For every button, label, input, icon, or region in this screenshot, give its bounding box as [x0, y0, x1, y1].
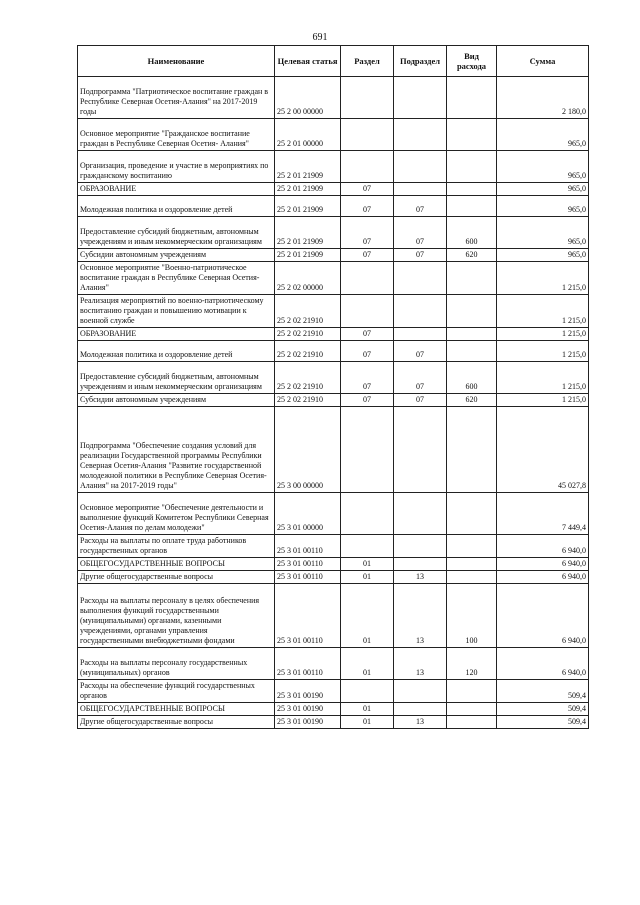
row-section: 07 — [341, 328, 394, 341]
row-section: 07 — [341, 183, 394, 196]
row-sum: 6 940,0 — [497, 535, 589, 558]
table-row — [78, 493, 589, 535]
row-section: 07 — [341, 362, 394, 394]
row-subsection — [394, 77, 447, 119]
row-sum: 509,4 — [497, 703, 589, 716]
row-target-article: 25 2 01 21909 — [275, 196, 341, 217]
row-sum: 1 215,0 — [497, 328, 589, 341]
table-row — [78, 362, 589, 394]
row-section: 01 — [341, 558, 394, 571]
row-sum: 965,0 — [497, 151, 589, 183]
row-sum: 965,0 — [497, 196, 589, 217]
row-name: ОБЩЕГОСУДАРСТВЕННЫЕ ВОПРОСЫ — [78, 558, 275, 571]
row-target-article: 25 2 02 21910 — [275, 328, 341, 341]
row-sum: 7 449,4 — [497, 493, 589, 535]
row-name: Предоставление субсидий бюджетным, автономным учреждениям и иным некоммерческим организациям — [78, 362, 275, 394]
row-expense-type — [447, 183, 497, 196]
row-sum: 45 027,8 — [497, 407, 589, 493]
row-target-article: 25 3 01 00190 — [275, 703, 341, 716]
header-target-article: Целевая статья — [275, 46, 341, 77]
row-sum: 1 215,0 — [497, 394, 589, 407]
row-expense-type: 120 — [447, 648, 497, 680]
row-target-article: 25 3 01 00110 — [275, 648, 341, 680]
table-row — [78, 262, 589, 295]
row-target-article: 25 3 01 00110 — [275, 558, 341, 571]
row-subsection — [394, 262, 447, 295]
row-expense-type: 600 — [447, 217, 497, 249]
row-target-article: 25 2 01 21909 — [275, 249, 341, 262]
row-expense-type — [447, 295, 497, 328]
row-target-article: 25 2 02 00000 — [275, 262, 341, 295]
row-expense-type — [447, 535, 497, 558]
row-subsection — [394, 680, 447, 703]
row-subsection — [394, 703, 447, 716]
row-target-article: 25 3 01 00110 — [275, 571, 341, 584]
row-expense-type — [447, 328, 497, 341]
header-subsection: Подраздел — [394, 46, 447, 77]
row-expense-type — [447, 196, 497, 217]
row-sum: 1 215,0 — [497, 341, 589, 362]
row-sum: 6 940,0 — [497, 571, 589, 584]
row-section: 01 — [341, 584, 394, 648]
row-section: 07 — [341, 196, 394, 217]
row-subsection: 13 — [394, 716, 447, 729]
table-row — [78, 558, 589, 571]
row-subsection: 07 — [394, 249, 447, 262]
row-subsection — [394, 183, 447, 196]
table-row — [78, 571, 589, 584]
row-name: Молодежная политика и оздоровление детей — [78, 196, 275, 217]
table-row — [78, 648, 589, 680]
row-subsection: 07 — [394, 196, 447, 217]
row-sum: 965,0 — [497, 119, 589, 151]
row-section: 07 — [341, 217, 394, 249]
row-target-article: 25 2 01 00000 — [275, 119, 341, 151]
row-expense-type: 620 — [447, 394, 497, 407]
row-section — [341, 262, 394, 295]
table-row — [78, 535, 589, 558]
budget-table — [77, 45, 589, 729]
row-expense-type — [447, 407, 497, 493]
row-expense-type — [447, 716, 497, 729]
row-sum: 1 215,0 — [497, 295, 589, 328]
row-section: 01 — [341, 648, 394, 680]
row-sum: 1 215,0 — [497, 362, 589, 394]
table-row — [78, 196, 589, 217]
table-row — [78, 680, 589, 703]
header-section: Раздел — [341, 46, 394, 77]
row-section: 01 — [341, 716, 394, 729]
table-row — [78, 703, 589, 716]
row-name: Основное мероприятие "Обеспечение деятельности и выполнение функций Комитетом Республики Северная Осетия-Алания по делам молодежи" — [78, 493, 275, 535]
table-row — [78, 217, 589, 249]
row-sum: 965,0 — [497, 249, 589, 262]
row-sum: 6 940,0 — [497, 558, 589, 571]
row-name: Расходы на выплаты персоналу государственных (муниципальных) органов — [78, 648, 275, 680]
row-subsection: 07 — [394, 217, 447, 249]
table-row — [78, 584, 589, 648]
row-name: Реализация мероприятий по военно-патриотическому воспитанию граждан и повышению мотивации к военной службе — [78, 295, 275, 328]
table-row — [78, 119, 589, 151]
row-target-article: 25 3 01 00190 — [275, 680, 341, 703]
row-section: 07 — [341, 341, 394, 362]
row-name: Основное мероприятие "Военно-патриотическое воспитание граждан в Республике Северная Осетия- Алания" — [78, 262, 275, 295]
row-sum: 965,0 — [497, 217, 589, 249]
row-target-article: 25 3 01 00110 — [275, 584, 341, 648]
row-name: Расходы на выплаты персоналу в целях обеспечения выполнения функций государственными (муниципальными) органами, казенными учреждениями, органами управления государственными внебюджетными фондами — [78, 584, 275, 648]
row-name: Расходы на выплаты по оплате труда работников государственных органов — [78, 535, 275, 558]
row-name: Организация, проведение и участие в мероприятиях по гражданскому воспитанию — [78, 151, 275, 183]
row-expense-type: 620 — [447, 249, 497, 262]
row-expense-type — [447, 77, 497, 119]
row-section: 01 — [341, 571, 394, 584]
row-subsection — [394, 295, 447, 328]
row-target-article: 25 2 01 21909 — [275, 217, 341, 249]
row-section — [341, 77, 394, 119]
row-target-article: 25 2 00 00000 — [275, 77, 341, 119]
row-section: 01 — [341, 703, 394, 716]
row-section: 07 — [341, 394, 394, 407]
row-expense-type — [447, 493, 497, 535]
row-expense-type — [447, 119, 497, 151]
row-name: Другие общегосударственные вопросы — [78, 571, 275, 584]
row-target-article: 25 2 01 21909 — [275, 183, 341, 196]
row-name: Основное мероприятие "Гражданское воспитание граждан в Республике Северная Осетия- Алания" — [78, 119, 275, 151]
row-sum: 2 180,0 — [497, 77, 589, 119]
row-section — [341, 151, 394, 183]
table-row — [78, 77, 589, 119]
row-expense-type — [447, 151, 497, 183]
row-section — [341, 680, 394, 703]
table-row — [78, 341, 589, 362]
row-name: Другие общегосударственные вопросы — [78, 716, 275, 729]
table-row — [78, 151, 589, 183]
row-target-article: 25 3 01 00000 — [275, 493, 341, 535]
row-subsection — [394, 119, 447, 151]
table-body — [78, 77, 589, 729]
row-subsection — [394, 493, 447, 535]
row-target-article: 25 2 02 21910 — [275, 341, 341, 362]
table-row — [78, 407, 589, 493]
row-subsection: 07 — [394, 362, 447, 394]
header-name: Наименование — [78, 46, 275, 77]
row-expense-type: 100 — [447, 584, 497, 648]
row-expense-type — [447, 558, 497, 571]
table-row — [78, 249, 589, 262]
row-section — [341, 493, 394, 535]
table-row — [78, 394, 589, 407]
row-sum: 6 940,0 — [497, 648, 589, 680]
row-subsection: 13 — [394, 648, 447, 680]
row-sum: 509,4 — [497, 680, 589, 703]
row-name: ОБРАЗОВАНИЕ — [78, 328, 275, 341]
row-name: Предоставление субсидий бюджетным, автономным учреждениям и иным некоммерческим организациям — [78, 217, 275, 249]
row-section — [341, 535, 394, 558]
table-row — [78, 295, 589, 328]
row-target-article: 25 2 02 21910 — [275, 295, 341, 328]
row-sum: 509,4 — [497, 716, 589, 729]
row-target-article: 25 2 02 21910 — [275, 394, 341, 407]
row-sum: 6 940,0 — [497, 584, 589, 648]
row-sum: 965,0 — [497, 183, 589, 196]
row-name: Расходы на обеспечение функций государственных органов — [78, 680, 275, 703]
header-sum: Сумма — [497, 46, 589, 77]
page-number: 691 — [312, 32, 328, 43]
row-target-article: 25 3 01 00190 — [275, 716, 341, 729]
row-name: ОБРАЗОВАНИЕ — [78, 183, 275, 196]
table-row — [78, 716, 589, 729]
row-target-article: 25 2 01 21909 — [275, 151, 341, 183]
row-name: Субсидии автономным учреждениям — [78, 249, 275, 262]
row-name: Подпрограмма "Патриотическое воспитание граждан в Республике Северная Осетия-Алания" на 2017-2019 годы — [78, 77, 275, 119]
row-subsection: 07 — [394, 394, 447, 407]
row-name: Субсидии автономным учреждениям — [78, 394, 275, 407]
row-subsection — [394, 328, 447, 341]
row-expense-type: 600 — [447, 362, 497, 394]
header-row — [78, 46, 589, 77]
row-expense-type — [447, 341, 497, 362]
row-section: 07 — [341, 249, 394, 262]
row-target-article: 25 3 00 00000 — [275, 407, 341, 493]
row-expense-type — [447, 703, 497, 716]
row-subsection: 13 — [394, 571, 447, 584]
row-subsection — [394, 151, 447, 183]
header-expense-type: Вид расхода — [447, 46, 497, 77]
row-subsection — [394, 535, 447, 558]
row-expense-type — [447, 680, 497, 703]
row-expense-type — [447, 262, 497, 295]
row-subsection — [394, 558, 447, 571]
row-subsection: 07 — [394, 341, 447, 362]
row-subsection — [394, 407, 447, 493]
row-name: Молодежная политика и оздоровление детей — [78, 341, 275, 362]
row-section — [341, 295, 394, 328]
row-section — [341, 407, 394, 493]
row-subsection: 13 — [394, 584, 447, 648]
row-name: Подпрограмма "Обеспечение создания условий для реализации Государственной программы Республики Северная Осетия-Алания "Развитие государственной молодежной политики в Республике Северная Осетия-Алания" на 2017-2019 годы" — [78, 407, 275, 493]
row-target-article: 25 2 02 21910 — [275, 362, 341, 394]
row-sum: 1 215,0 — [497, 262, 589, 295]
row-expense-type — [447, 571, 497, 584]
table-row — [78, 328, 589, 341]
row-target-article: 25 3 01 00110 — [275, 535, 341, 558]
table-row — [78, 183, 589, 196]
row-name: ОБЩЕГОСУДАРСТВЕННЫЕ ВОПРОСЫ — [78, 703, 275, 716]
row-section — [341, 119, 394, 151]
